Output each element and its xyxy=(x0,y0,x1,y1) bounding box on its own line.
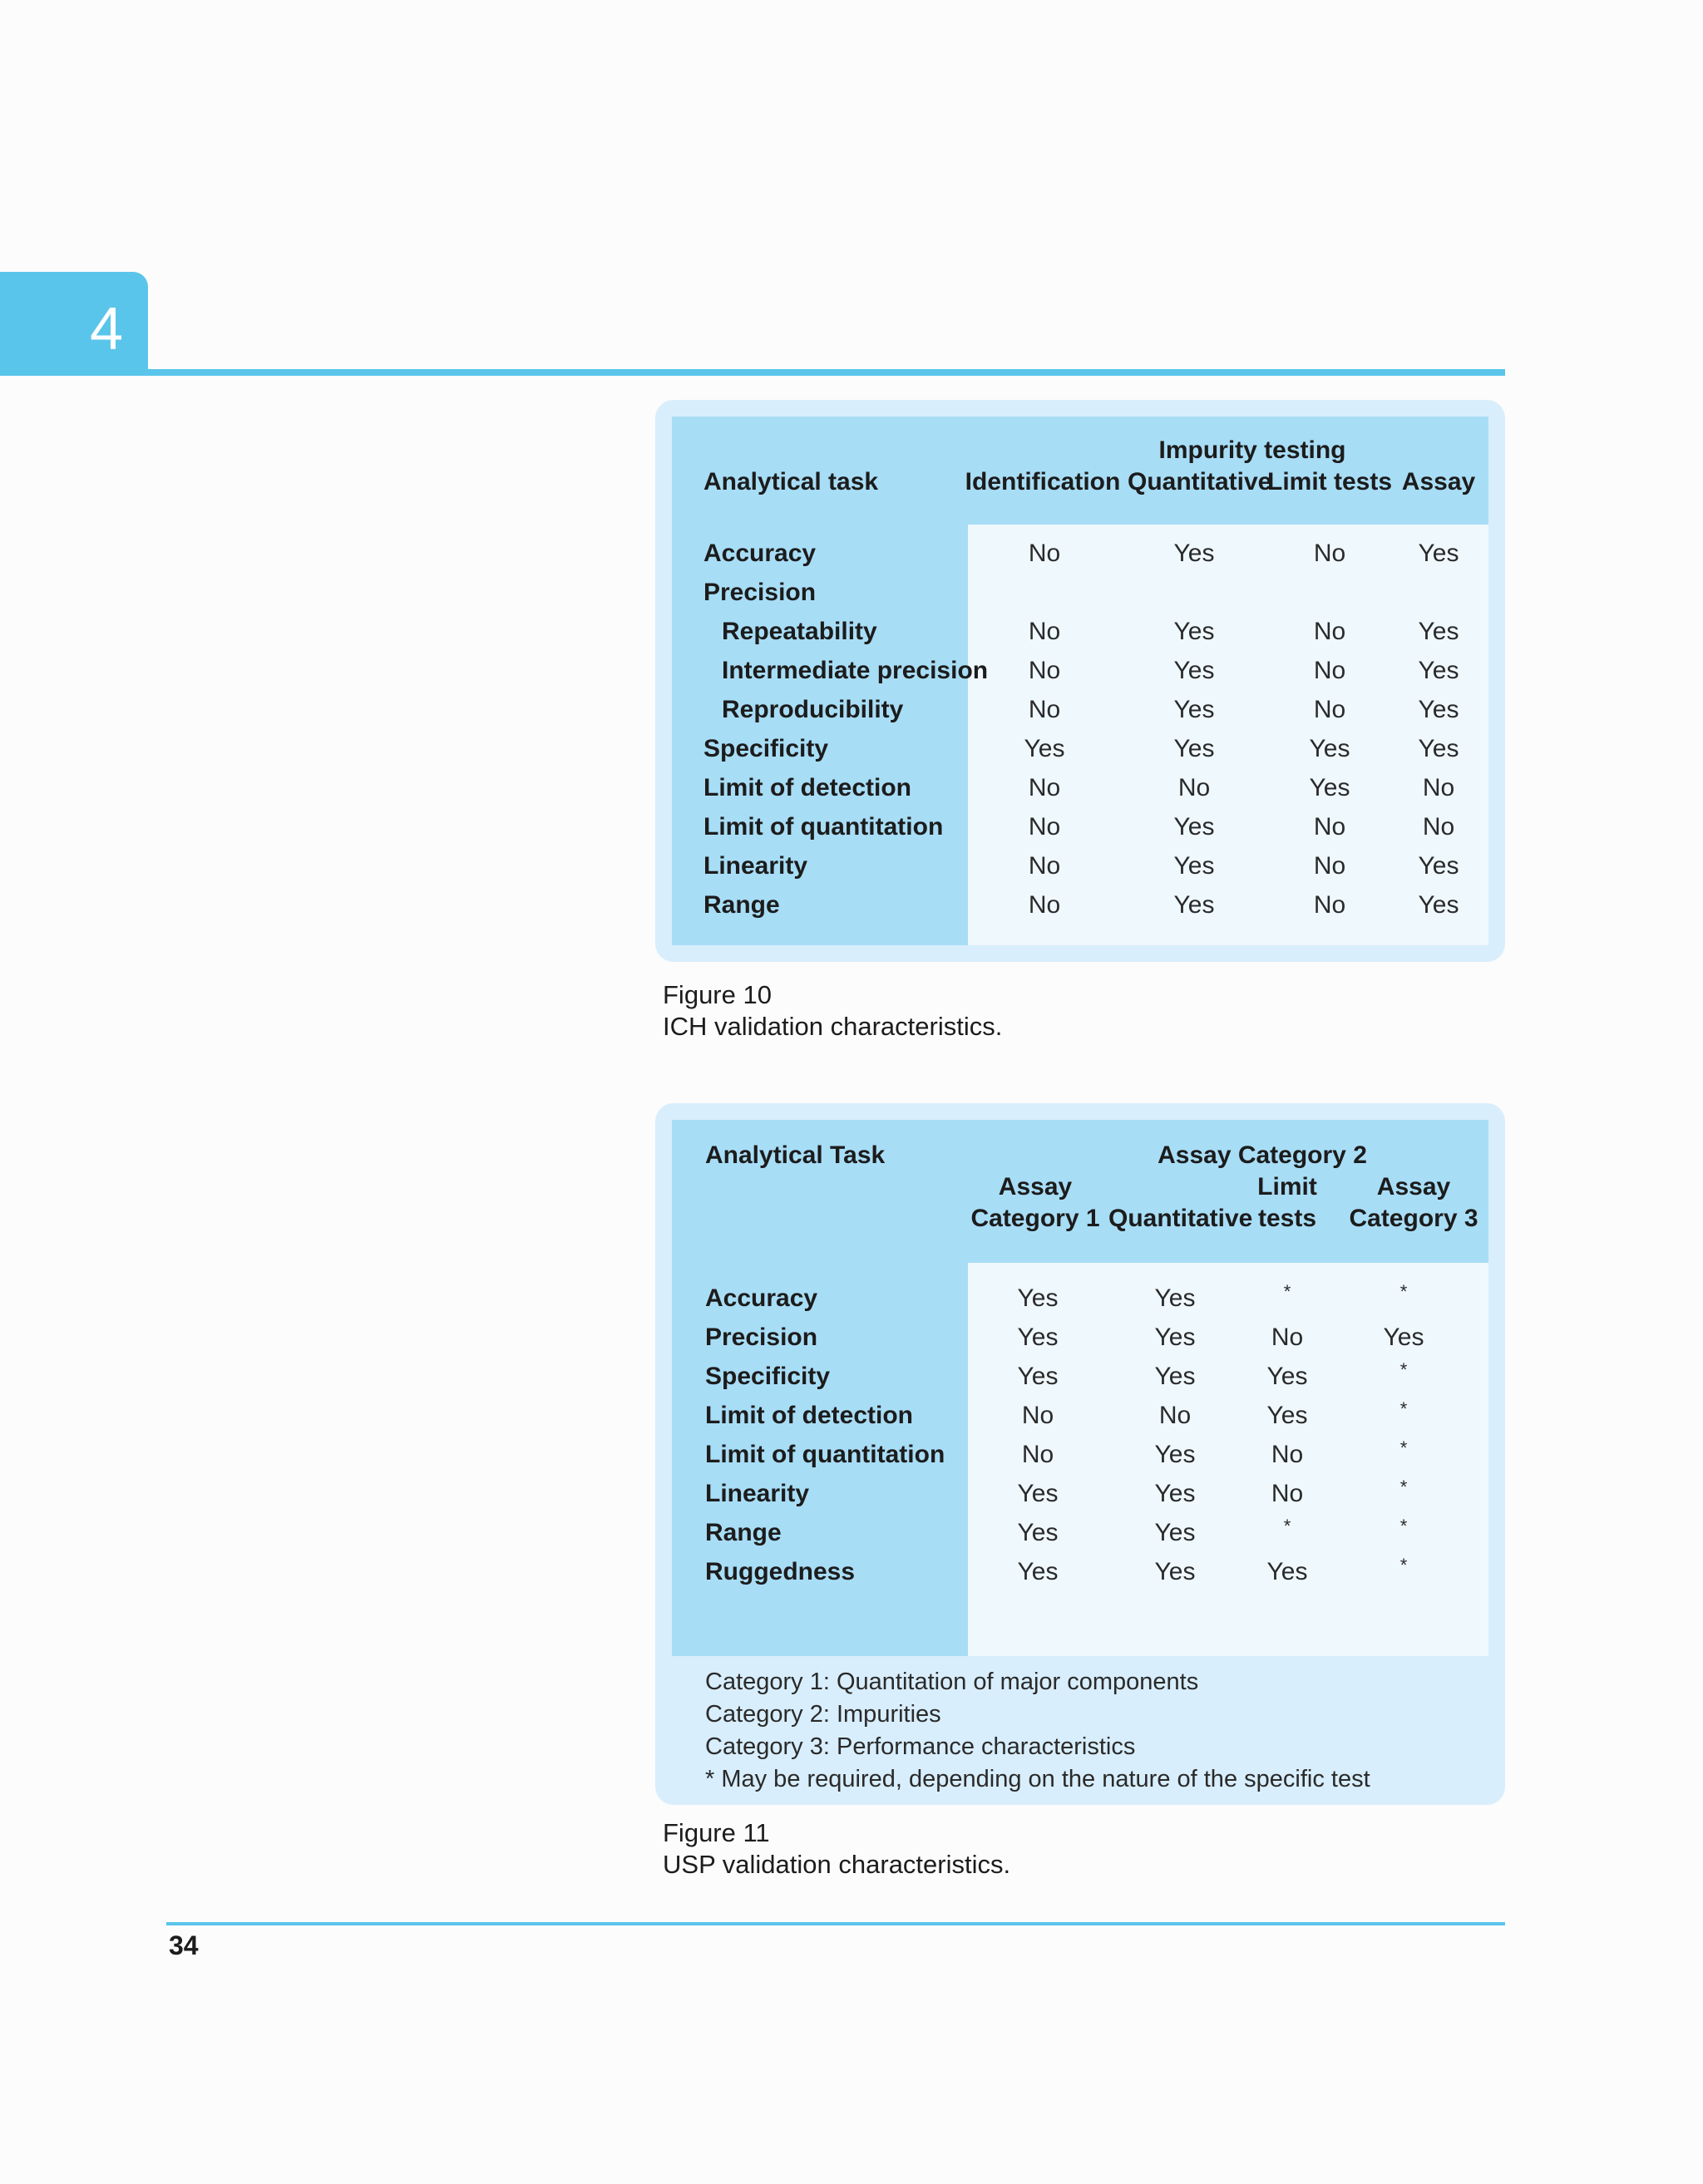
figure-10-caption xyxy=(663,979,1002,1043)
fig10-cell: No xyxy=(1028,852,1061,880)
fig11-cell: * xyxy=(1283,1516,1291,1536)
chapter-number: 4 xyxy=(90,296,124,362)
fig11-row-label: Linearity xyxy=(705,1480,810,1507)
fig10-cell: Yes xyxy=(1418,618,1459,645)
fig11-cell: Yes xyxy=(1266,1402,1308,1429)
fig10-row-label: Reproducibility xyxy=(722,696,904,723)
fig10-cell: No xyxy=(1028,657,1061,684)
fig10-cell: Yes xyxy=(1309,735,1350,762)
fig11-cell: Yes xyxy=(1017,1558,1059,1585)
fig11-cell: * xyxy=(1399,1359,1408,1380)
fig10-cell: Yes xyxy=(1309,774,1350,801)
fig10-header-assay: Assay xyxy=(1401,468,1476,495)
fig11-note: * May be required, depending on the nature of the specific test xyxy=(705,1766,1370,1792)
fig11-cell: * xyxy=(1399,1398,1408,1419)
fig10-cell: Yes xyxy=(1418,891,1459,919)
figure-10-caption-title: Figure 10 xyxy=(663,980,772,1009)
fig11-header-assay-cat1-line2: Category 1 xyxy=(970,1205,1100,1232)
fig11-header-quantitative: Quantitative xyxy=(1108,1205,1253,1232)
fig11-cell: * xyxy=(1283,1281,1291,1302)
fig11-header-assay-cat1-line1: Assay xyxy=(998,1173,1073,1200)
fig10-cell: Yes xyxy=(1418,735,1459,762)
fig10-cell: No xyxy=(1422,774,1455,801)
fig11-note: Category 3: Performance characteristics xyxy=(705,1733,1136,1760)
fig11-row-label: Accuracy xyxy=(705,1284,818,1312)
fig10-cell: Yes xyxy=(1173,735,1215,762)
fig10-header-quantitative: Quantitative xyxy=(1128,468,1272,495)
fig11-cell: Yes xyxy=(1266,1363,1308,1390)
fig10-cell: No xyxy=(1313,657,1346,684)
fig10-cell: No xyxy=(1028,618,1061,645)
fig11-cell: Yes xyxy=(1017,1363,1059,1390)
fig10-cell: Yes xyxy=(1173,852,1215,880)
fig11-cell: Yes xyxy=(1154,1363,1196,1390)
fig10-cell: Yes xyxy=(1418,540,1459,567)
fig10-cell: No xyxy=(1313,813,1346,841)
fig10-cell: Yes xyxy=(1173,891,1215,919)
fig11-note: Category 2: Impurities xyxy=(705,1701,941,1728)
fig11-header-assay-category-2: Assay Category 2 xyxy=(1158,1141,1367,1169)
fig11-row-label: Specificity xyxy=(705,1363,831,1390)
fig11-cell: * xyxy=(1399,1516,1408,1536)
fig10-row-label: Specificity xyxy=(703,735,829,762)
fig11-cell: Yes xyxy=(1154,1441,1196,1468)
fig10-cell: No xyxy=(1313,696,1346,723)
figure-11-caption-title: Figure 11 xyxy=(663,1818,770,1847)
fig11-row-label: Precision xyxy=(705,1324,818,1351)
fig11-header-analytical-task: Analytical Task xyxy=(705,1141,886,1169)
fig10-cell: No xyxy=(1313,618,1346,645)
figure-10-caption-text: ICH validation characteristics. xyxy=(663,1012,1003,1041)
top-rule xyxy=(0,369,1505,376)
figure-11-caption-text: USP validation characteristics. xyxy=(663,1850,1011,1879)
fig11-cell: No xyxy=(1021,1402,1054,1429)
figure-10-table xyxy=(655,400,1505,962)
fig10-row-label: Repeatability xyxy=(722,618,877,645)
fig11-cell: Yes xyxy=(1154,1519,1196,1546)
fig10-cell: Yes xyxy=(1418,657,1459,684)
fig10-cell: Yes xyxy=(1173,540,1215,567)
fig11-cell: No xyxy=(1271,1324,1304,1351)
fig10-cell: No xyxy=(1313,852,1346,880)
fig10-row-label: Accuracy xyxy=(703,540,817,567)
figure-11-table xyxy=(655,1103,1505,1805)
bottom-rule xyxy=(166,1922,1505,1925)
fig11-cell: No xyxy=(1158,1402,1192,1429)
fig11-row-label: Ruggedness xyxy=(705,1558,856,1585)
chapter-tab xyxy=(0,272,148,375)
fig10-header-limit-tests: Limit tests xyxy=(1267,468,1393,495)
fig11-header-assay-cat3-line1: Assay xyxy=(1376,1173,1451,1200)
fig10-header-impurity-testing: Impurity testing xyxy=(1158,436,1346,464)
fig11-note: Category 1: Quantitation of major components xyxy=(705,1669,1199,1695)
fig11-header-limit-line2: tests xyxy=(1257,1205,1317,1232)
fig10-row-label: Limit of detection xyxy=(703,774,911,801)
fig11-cell: No xyxy=(1271,1441,1304,1468)
fig11-row-label: Range xyxy=(705,1519,782,1546)
fig10-cell: No xyxy=(1028,891,1061,919)
fig11-cell: * xyxy=(1399,1281,1408,1302)
fig11-cell: Yes xyxy=(1266,1558,1308,1585)
fig11-cell: * xyxy=(1399,1437,1408,1458)
fig10-row-label: Linearity xyxy=(703,852,808,880)
fig11-cell: Yes xyxy=(1154,1480,1196,1507)
fig11-cell: * xyxy=(1399,1477,1408,1497)
fig10-header-analytical-task: Analytical task xyxy=(703,468,879,495)
fig10-header-identification: Identification xyxy=(965,468,1121,495)
fig10-row-label: Precision xyxy=(703,579,817,606)
fig10-cell: Yes xyxy=(1173,657,1215,684)
fig11-cell: Yes xyxy=(1017,1284,1059,1312)
page-number: 34 xyxy=(169,1930,199,1960)
fig11-row-label: Limit of detection xyxy=(705,1402,913,1429)
fig10-cell: Yes xyxy=(1418,852,1459,880)
fig10-cell: No xyxy=(1177,774,1211,801)
fig10-cell: Yes xyxy=(1024,735,1065,762)
fig11-cell: Yes xyxy=(1017,1519,1059,1546)
fig11-cell: Yes xyxy=(1154,1284,1196,1312)
fig10-cell: Yes xyxy=(1173,618,1215,645)
fig10-cell: No xyxy=(1028,540,1061,567)
fig10-cell: Yes xyxy=(1418,696,1459,723)
fig11-header-limit-line1: Limit xyxy=(1257,1173,1317,1200)
fig11-cell: No xyxy=(1021,1441,1054,1468)
fig11-header-assay-cat3-line2: Category 3 xyxy=(1349,1205,1478,1232)
fig10-cell: No xyxy=(1028,774,1061,801)
figure-11-caption xyxy=(663,1817,1010,1881)
fig11-cell: * xyxy=(1399,1555,1408,1575)
fig10-cell: No xyxy=(1028,813,1061,841)
fig11-row-label: Limit of quantitation xyxy=(705,1441,945,1468)
fig11-cell: Yes xyxy=(1154,1558,1196,1585)
fig11-cell: Yes xyxy=(1017,1480,1059,1507)
fig10-cell: No xyxy=(1028,696,1061,723)
fig11-cell: Yes xyxy=(1017,1324,1059,1351)
fig10-row-label: Limit of quantitation xyxy=(703,813,944,841)
fig10-cell: Yes xyxy=(1173,813,1215,841)
fig10-row-label: Intermediate precision xyxy=(722,657,989,684)
fig11-cell: No xyxy=(1271,1480,1304,1507)
fig10-cell: Yes xyxy=(1173,696,1215,723)
fig10-row-label: Range xyxy=(703,891,780,919)
fig11-cell: Yes xyxy=(1383,1324,1424,1351)
fig10-cell: No xyxy=(1313,891,1346,919)
fig10-cell: No xyxy=(1313,540,1346,567)
fig10-cell: No xyxy=(1422,813,1455,841)
fig11-cell: Yes xyxy=(1154,1324,1196,1351)
